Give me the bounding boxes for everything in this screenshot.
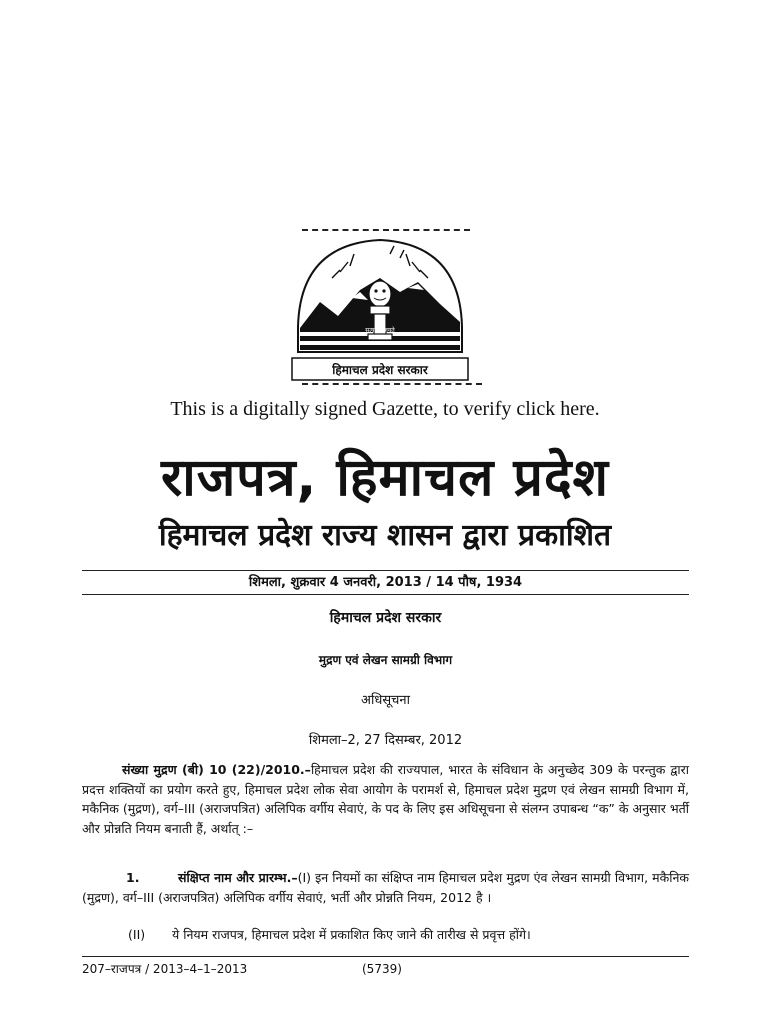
page-number: (5739) — [362, 962, 402, 976]
emblem-top-dashed-border — [302, 229, 470, 231]
emblem-motto: सत्यमेव जयते — [365, 327, 395, 334]
rule-1-clause-2 — [82, 925, 689, 945]
place-date: शिमला–2, 27 दिसम्बर, 2012 — [308, 733, 463, 748]
rule-1-paragraph — [82, 868, 689, 907]
notification-number: संख्या मुद्रण (बी) 10 (22)/2010.– — [122, 762, 311, 777]
gazette-subtitle: हिमाचल प्रदेश राज्य शासन द्वारा प्रकाशित — [158, 518, 612, 553]
rule-number: 1. — [126, 870, 140, 885]
clause-number: (II) — [128, 927, 146, 942]
government-heading: हिमाचल प्रदेश सरकार — [329, 610, 442, 626]
department-heading: मुद्रण एवं लेखन सामग्री विभाग — [318, 653, 453, 667]
gazette-title: राजपत्र, हिमाचल प्रदेश — [160, 448, 609, 508]
notification-heading: अधिसूचना — [361, 693, 410, 708]
clause-text: ये नियम राजपत्र, हिमाचल प्रदेश में प्रकाशित किए जाने की तारीख से प्रवृत्त होंगे। — [172, 927, 531, 942]
masthead-bottom-rule — [82, 594, 689, 595]
issue-dateline: शिमला, शुक्रवार 4 जनवरी, 2013 / 14 पौष, 1934 — [248, 575, 523, 590]
notification-paragraph — [82, 760, 689, 838]
masthead-top-rule — [82, 570, 689, 571]
rule-heading: संक्षिप्त नाम और प्रारम्भ.– — [178, 870, 298, 885]
notification-text: हिमाचल प्रदेश की राज्यपाल, भारत के संविधान के अनुच्छेद 309 के परन्तुक द्वारा प्रदत्त शक्तियों का प्रयोग करते हुए, हिमाचल प्रदेश लोक सेवा आयोग के परामर्श से, हिमाचल प्रदेश मुद्रण एवं लेखन सामग्री विभाग में, मकैनिक (मुद्रण), वर्ग–III (अराजपत्रित) अलिपिक वर्गीय सेवाएं, के पद के लिए इस अधिसूचना से संलग्न उपाबन्ध “क” के अनुसार भर्ती और प्रोन्नति नियम बनाती हैं, अर्थात् :– — [82, 762, 689, 836]
footer-rule — [82, 956, 689, 957]
emblem-bottom-dashed-border — [302, 383, 482, 385]
gazette-reference: 207–राजपत्र / 2013–4–1–2013 — [82, 962, 248, 976]
verify-link[interactable]: This is a digitally signed Gazette, to verify click here. — [170, 398, 600, 420]
emblem-caption: हिमाचल प्रदेश सरकार — [332, 363, 428, 377]
rule-text: (I) इन नियमों का संक्षिप्त नाम हिमाचल प्रदेश मुद्रण एंव लेखन सामग्री विभाग, मकैनिक (मुद्रण), वर्ग–III (अराजपत्रित) अलिपिक वर्गीय सेवाएं, भर्ती और प्रोन्नति नियम, 2012 है । — [82, 870, 689, 905]
himachal-emblem-icon — [290, 232, 470, 382]
